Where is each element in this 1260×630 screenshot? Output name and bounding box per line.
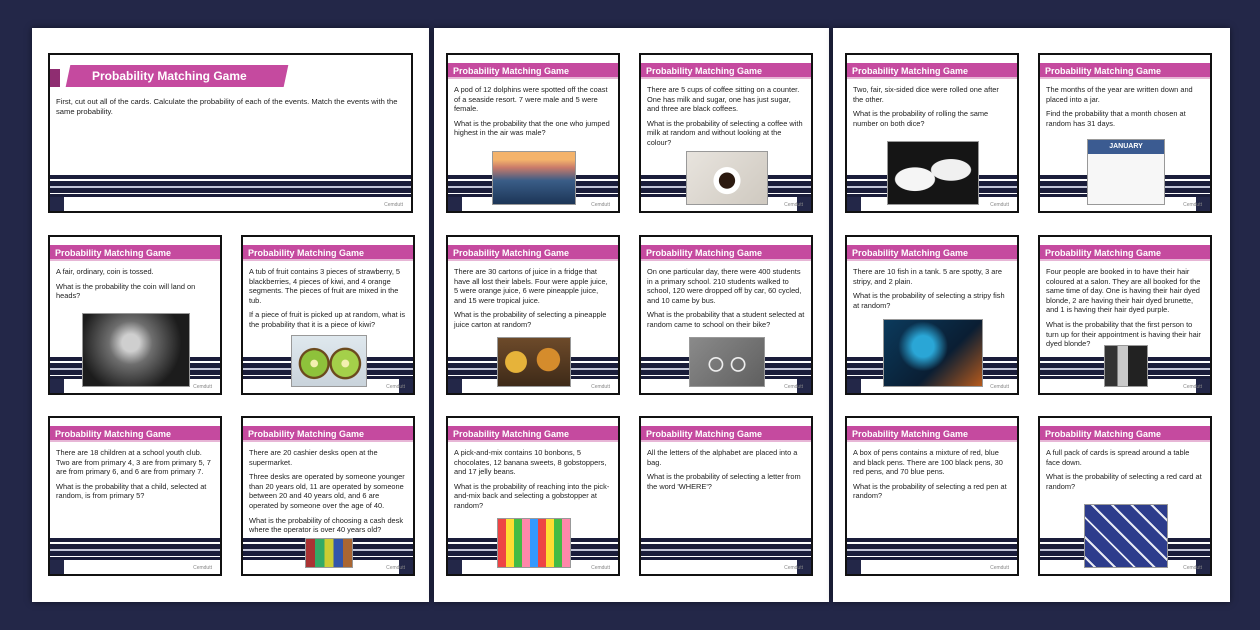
card-header: Probability Matching Game: [641, 426, 811, 442]
card-paragraph: A full pack of cards is spread around a table face down.: [1046, 448, 1190, 467]
card-paragraph: What is the probability of selecting a pineapple juice carton at random?: [454, 310, 607, 329]
card-paragraph: There are 18 children at a school youth club. Two are from primary 4, 3 are from primary 5, 7 are from primary 6, and 6 are from primary 7.: [56, 448, 211, 477]
question-card: [241, 235, 415, 395]
card-paragraph: All the letters of the alphabet are placed into a bag.: [647, 448, 798, 467]
card-paragraph: There are 5 cups of coffee sitting on a counter. One has milk and sugar, one has just sugar, and three are black coffees.: [647, 85, 800, 114]
card-paragraph: A fair, ordinary, coin is tossed.: [56, 267, 154, 276]
card-corner: [448, 560, 462, 574]
card-paragraph: What is the probability of choosing a cash desk where the operator is over 40 years old?: [249, 515, 404, 535]
playing-cards-photo: [1084, 504, 1168, 568]
aquarium-photo: [883, 319, 983, 387]
card-question-text: [647, 267, 805, 335]
card-header: Probability Matching Game: [448, 63, 618, 79]
card-brand: Cemdutt: [193, 384, 212, 390]
card-corner: [448, 197, 462, 211]
coin-in-hand-photo: [82, 313, 190, 387]
card-paragraph: The months of the year are written down and placed into a jar.: [1046, 85, 1193, 104]
card-paragraph: A tub of fruit contains 3 pieces of strawberry, 5 blackberries, 4 pieces of kiwi, and 4 orange segments. The pieces of fruit are mixed in the tub.: [249, 267, 401, 305]
card-brand: Cemdutt: [990, 202, 1009, 208]
card-question-text: [647, 85, 805, 153]
card-corner: [50, 560, 64, 574]
card-header: Probability Matching Game: [641, 245, 811, 261]
intro-title-banner: [66, 65, 289, 87]
card-header: Probability Matching Game: [1040, 245, 1210, 261]
card-paragraph: What is the probability the coin will land on heads?: [56, 281, 196, 301]
card-paragraph: If a piece of fruit is picked up at random, what is the probability that it is a piece of kiwi?: [249, 310, 406, 329]
question-card: [639, 416, 813, 576]
card-paragraph: What is the probability of selecting a coffee with milk at random and without looking at the colour?: [647, 118, 803, 147]
question-card: [1038, 235, 1212, 395]
card-brand: Cemdutt: [1183, 384, 1202, 390]
card-brand: Cemdutt: [1183, 202, 1202, 208]
card-paragraph: Three desks are operated by someone younger than 20 years old, 11 are operated by someone between 20 and 40 years old, and 6 are operated by someone over the age of 40.: [249, 472, 405, 510]
card-paragraph: Four people are booked in to have their hair coloured at a salon. They are all booked for the same time of day. One is having their hair dyed blonde, 2 are having their hair dyed brunette, and 1 is having their hair dyed purple.: [1046, 267, 1201, 315]
card-header: Probability Matching Game: [847, 245, 1017, 261]
card-stripes: [641, 538, 811, 560]
card-paragraph: What is the probability that a child, selected at random, is from primary 5?: [56, 481, 207, 501]
card-question-text: [1046, 448, 1204, 496]
card-corner: [847, 560, 861, 574]
card-question-text: [853, 85, 1011, 133]
card-brand: Cemdutt: [784, 202, 803, 208]
card-question-text: [647, 448, 805, 496]
card-question-text: [454, 267, 612, 335]
worksheet-page-2: [434, 28, 829, 602]
card-paragraph: A pick-and-mix contains 10 bonbons, 5 chocolates, 12 banana sweets, 8 gobstoppers, and 17 jelly beans.: [454, 448, 607, 477]
card-header: Probability Matching Game: [243, 245, 413, 261]
card-paragraph: Two, fair, six-sided dice were rolled one after the other.: [853, 85, 999, 104]
card-header: Probability Matching Game: [448, 426, 618, 442]
card-paragraph: A pod of 12 dolphins were spotted off the coast of a seaside resort. 7 were male and 5 were female.: [454, 85, 608, 114]
question-card: [446, 53, 620, 213]
worksheet-page-3: [833, 28, 1230, 602]
card-corner: [448, 379, 462, 393]
card-header: Probability Matching Game: [847, 426, 1017, 442]
card-paragraph: What is the probability of selecting a stripy fish at random?: [853, 291, 1005, 310]
card-question-text: [454, 85, 612, 143]
card-question-text: [56, 267, 214, 306]
salon-photo: [1104, 345, 1148, 387]
card-header: Probability Matching Game: [50, 245, 220, 261]
card-corner: [847, 379, 861, 393]
card-brand: Cemdutt: [990, 384, 1009, 390]
card-question-text: [1046, 267, 1204, 354]
card-brand: Cemdutt: [591, 202, 610, 208]
card-question-text: [853, 267, 1011, 315]
question-card: [845, 416, 1019, 576]
card-header: Probability Matching Game: [448, 245, 618, 261]
card-paragraph: What is the probability of rolling the same number on both dice?: [853, 109, 989, 128]
card-paragraph: What is the probability that a student selected at random came to school on their bike?: [647, 310, 805, 329]
card-stripes: [50, 175, 411, 197]
question-card: [241, 416, 415, 576]
card-stripes: [847, 538, 1017, 560]
question-card: [48, 235, 222, 395]
card-brand: Cemdutt: [384, 202, 403, 208]
card-header: Probability Matching Game: [1040, 426, 1210, 442]
card-paragraph: There are 10 fish in a tank. 5 are spotty, 3 are stripy, and 2 plain.: [853, 267, 1002, 286]
title-tab: [48, 69, 60, 87]
card-paragraph: Find the probability that a month chosen at random has 31 days.: [1046, 109, 1186, 128]
card-corner: [50, 197, 64, 211]
card-corner: [847, 197, 861, 211]
calendar-month-label: JANUARY: [1109, 143, 1143, 150]
card-brand: Cemdutt: [386, 565, 405, 571]
fruit-juice-photo: [497, 337, 571, 387]
question-card: [446, 416, 620, 576]
card-paragraph: There are 20 cashier desks open at the supermarket.: [249, 448, 378, 467]
card-header: Probability Matching Game: [1040, 63, 1210, 79]
question-card: [639, 235, 813, 395]
bike-lane-photo: [689, 337, 765, 387]
kiwi-photo: [291, 335, 367, 387]
card-paragraph: A box of pens contains a mixture of red, blue and black pens. There are 100 black pens, 30 red pens, and 70 blue pens.: [853, 448, 1003, 477]
coffee-cup-photo: [686, 151, 768, 205]
question-card: [446, 235, 620, 395]
card-header: Probability Matching Game: [641, 63, 811, 79]
worksheet-page-1: [32, 28, 429, 602]
card-brand: Cemdutt: [990, 565, 1009, 571]
question-card: [48, 416, 222, 576]
card-stripes: [50, 538, 220, 560]
card-paragraph: What is the probability of selecting a red pen at random?: [853, 481, 1007, 501]
dice-photo: [887, 141, 979, 205]
card-brand: Cemdutt: [784, 565, 803, 571]
question-card: [1038, 53, 1212, 213]
card-corner: [50, 379, 64, 393]
card-question-text: [249, 448, 407, 540]
question-card: [845, 235, 1019, 395]
card-paragraph: What is the probability of selecting a letter from the word 'WHERE'?: [647, 472, 801, 491]
card-paragraph: On one particular day, there were 400 students in a primary school. 210 students walked to school, 120 were dropped off by car, 60 cycled, and 10 came by bus.: [647, 267, 802, 305]
card-brand: Cemdutt: [1183, 565, 1202, 571]
card-question-text: [249, 267, 407, 335]
card-header: Probability Matching Game: [847, 63, 1017, 79]
card-brand: Cemdutt: [386, 384, 405, 390]
card-question-text: [1046, 85, 1204, 133]
card-brand: Cemdutt: [193, 565, 212, 571]
card-header: Probability Matching Game: [50, 426, 220, 442]
card-paragraph: There are 30 cartons of juice in a fridge that have all lost their labels. Four were apple juice, 5 were orange juice, 6 were pineapple juice, and 15 were tropical juice.: [454, 267, 608, 305]
card-brand: Cemdutt: [784, 384, 803, 390]
card-question-text: [56, 448, 214, 506]
card-paragraph: What is the probability of selecting a red card at random?: [1046, 472, 1202, 491]
card-header: Probability Matching Game: [243, 426, 413, 442]
card-paragraph: What is the probability that the one who jumped highest in the air was male?: [454, 118, 610, 138]
question-card: [845, 53, 1019, 213]
sweets-photo: [497, 518, 571, 568]
card-brand: Cemdutt: [591, 384, 610, 390]
dolphin-sunset-photo: [492, 151, 576, 205]
card-question-text: [853, 448, 1011, 506]
calendar-photo: [1087, 139, 1165, 205]
intro-title: Probability Matching Game: [92, 69, 247, 83]
card-paragraph: What is the probability of reaching into the pick-and-mix back and selecting a gobstopper at random?: [454, 481, 610, 510]
intro-instructions: First, cut out all of the cards. Calculate the probability of each of the events. Match the events with the same probability.: [56, 97, 398, 116]
card-question-text: [454, 448, 612, 516]
card-brand: Cemdutt: [591, 565, 610, 571]
question-card: [639, 53, 813, 213]
card-paragraph: What is the probability that the first person to turn up for their appointment is having their hair dyed blonde?: [1046, 319, 1201, 349]
supermarket-photo: [305, 538, 353, 568]
question-card: [1038, 416, 1212, 576]
intro-card: [48, 53, 413, 213]
